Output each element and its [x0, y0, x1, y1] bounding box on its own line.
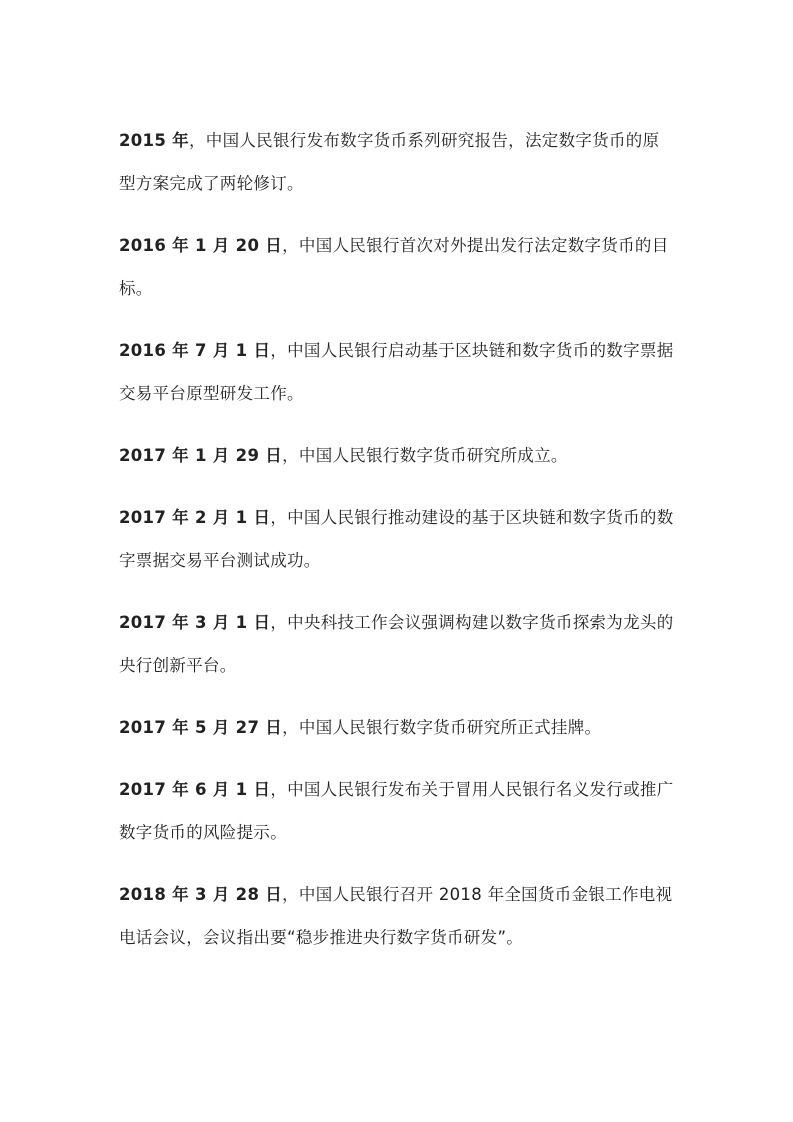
entry-date: 2015 年 — [119, 131, 189, 150]
entry-text: ，中国人民银行数字货币研究所成立。 — [282, 446, 568, 465]
entry-date: 2017 年 3 月 1 日 — [119, 613, 271, 632]
timeline-entry-2017-01-29 — [119, 434, 675, 477]
entry-date: 2017 年 2 月 1 日 — [119, 508, 271, 527]
entry-text: ，中国人民银行发布数字货币系列研究报告，法定数字货币的原型方案完成了两轮修订。 — [119, 131, 660, 193]
timeline-entry-2017-02-01 — [119, 496, 675, 582]
timeline-entry-2015 — [119, 119, 675, 205]
entry-date: 2017 年 5 月 27 日 — [119, 718, 283, 737]
entry-text: ，中央科技工作会议强调构建以数字货币探索为龙头的央行创新平台。 — [119, 613, 674, 675]
entry-text: ，中国人民银行数字货币研究所正式挂牌。 — [282, 718, 602, 737]
entry-date: 2018 年 3 月 28 日 — [119, 885, 283, 904]
timeline-entry-2017-03-01 — [119, 601, 675, 687]
timeline-entry-2016-07-01 — [119, 329, 675, 415]
entry-date: 2016 年 1 月 20 日 — [119, 236, 283, 255]
entry-date: 2016 年 7 月 1 日 — [119, 341, 271, 360]
entry-text: ，中国人民银行首次对外提出发行法定数字货币的目标。 — [119, 236, 669, 298]
timeline-entry-2017-06-01 — [119, 768, 675, 854]
entry-text: ，中国人民银行召开 2018 年全国货币金银工作电视电话会议，会议指出要“稳步推进央行数字货币研发”。 — [119, 885, 673, 947]
timeline-entry-2018-03-28 — [119, 873, 675, 959]
timeline-entry-2016-01-20 — [119, 224, 675, 310]
timeline-entry-2017-05-27 — [119, 706, 675, 749]
entry-date: 2017 年 1 月 29 日 — [119, 446, 283, 465]
entry-text: ，中国人民银行启动基于区块链和数字货币的数字票据交易平台原型研发工作。 — [119, 341, 674, 403]
entry-text: ，中国人民银行发布关于冒用人民银行名义发行或推广数字货币的风险提示。 — [119, 780, 674, 842]
entry-date: 2017 年 6 月 1 日 — [119, 780, 271, 799]
entry-text: ，中国人民银行推动建设的基于区块链和数字货币的数字票据交易平台测试成功。 — [119, 508, 674, 570]
